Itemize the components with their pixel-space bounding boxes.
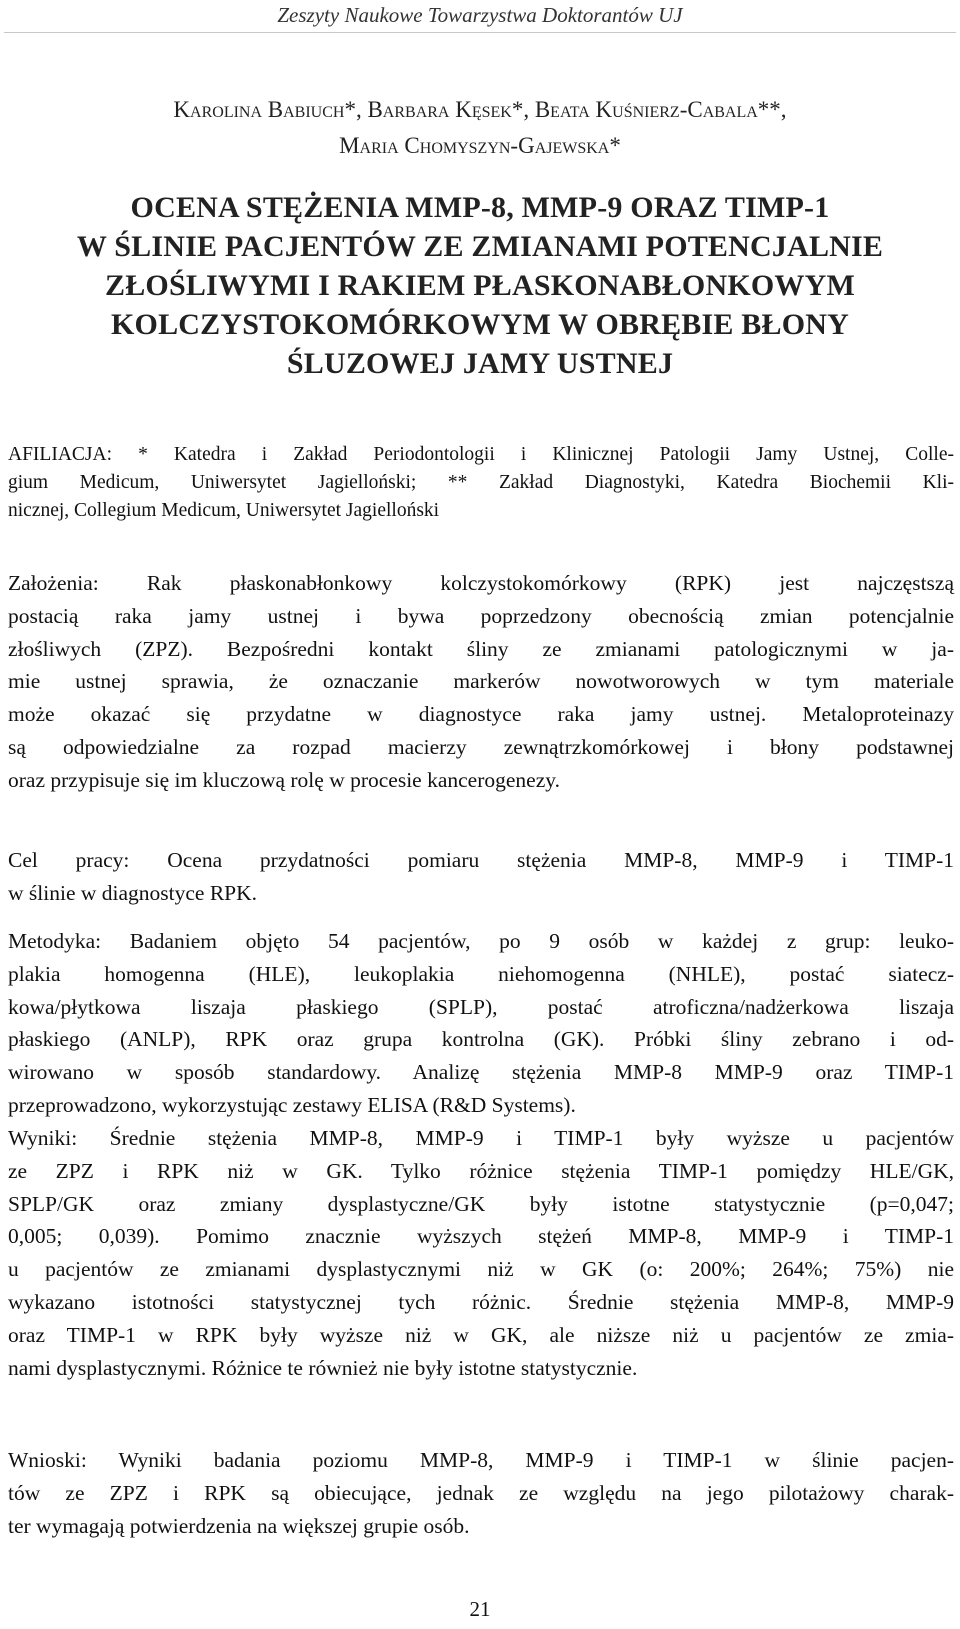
paragraph-line: Metodyka: Badaniem objęto 54 pacjentów, po 9 osób w każdej z grup: leuko- [8,929,954,953]
paragraph-line: 0,005; 0,039). Pomimo znacznie wyższych stężeń MMP-8, MMP-9 i TIMP-1 [8,1224,954,1249]
affiliation [8,441,954,525]
affiliation-line: gium Medicum, Uniwersytet Jagielloński; ** Zakład Diagnostyki, Katedra Biochemii Kli- [8,472,954,493]
paragraph-line: może okazać się przydatne w diagnostyce raka jamy ustnej. Metaloproteinazy [8,702,954,727]
section-wyniki [8,1122,954,1384]
section-cel [8,844,954,910]
running-header: Zeszyty Naukowe Towarzystwa Doktorantów UJ [277,3,683,27]
paragraph-line: w ślinie w diagnostyce RPK. [8,880,258,905]
paragraph-line: ter wymagają potwierdzenia na większej grupie osób. [8,1513,470,1538]
paragraph-line: kowa/płytkowa liszaja płaskiego (SPLP), postać atroficzna/nadżerkowa liszaja [8,994,954,1019]
paragraph-line: przeprowadzono, wykorzystując zestawy ELISA (R&D Systems). [8,1092,576,1117]
paragraph-line: wirowano w sposób standardowy. Analizę stężenia MMP-8 MMP-9 oraz TIMP-1 [8,1060,954,1085]
paragraph-line: plakia homogenna (HLE), leukoplakia niehomogenna (NHLE), postać siatecz- [8,961,954,986]
paragraph-line: u pacjentów ze zmianami dysplastycznymi niż w GK (o: 200%; 264%; 75%) nie [8,1257,954,1282]
paragraph-line: oraz przypisuje się im kluczową rolę w procesie kancerogenezy. [8,767,560,792]
paragraph-line: płaskiego (ANLP), RPK oraz grupa kontrolna (GK). Próbki śliny zebrano i od- [8,1027,954,1052]
section-wnioski [8,1444,954,1542]
paragraph-line: są odpowiedzialne za rozpad macierzy zewnątrzkomórkowej i błony podstawnej [8,734,954,759]
section-metodyka [8,925,954,1122]
paragraph-line: postacią raka jamy ustnej i bywa poprzedzony obecnością zmian potencjalnie [8,603,954,628]
paragraph-line: Wyniki: Średnie stężenia MMP-8, MMP-9 i TIMP-1 były wyższe u pacjentów [8,1126,954,1150]
paragraph-line: Założenia: Rak płaskonabłonkowy kolczystokomórkowy (RPK) jest najczęstszą [8,571,954,595]
paragraph-line: oraz TIMP-1 w RPK były wyższe niż w GK, ale niższe niż u pacjentów ze zmia- [8,1322,954,1347]
title-line: KOLCZYSTOKOMÓRKOWYM W OBRĘBIE BŁONY [111,308,849,341]
paragraph-line: mie ustnej sprawia, że oznaczanie markerów nowotworowych w tym materiale [8,669,954,694]
paragraph-line: ze ZPZ i RPK niż w GK. Tylko różnice stężenia TIMP-1 pomiędzy HLE/GK, [8,1158,954,1183]
section-zalozenia [8,567,954,797]
title-line: ZŁOŚLIWYMI I RAKIEM PŁASKONABŁONKOWYM [105,269,855,302]
paragraph-line: złośliwych (ZPZ). Bezpośredni kontakt śliny ze zmianami patologicznymi w ja- [8,636,954,661]
page-number: 21 [469,1597,491,1621]
title-line: W ŚLINIE PACJENTÓW ZE ZMIANAMI POTENCJALNIE [76,230,884,263]
author-line: Karolina Babiuch*, Barbara Kęsek*, Beata Kuśnierz-Cabala**, [173,97,787,122]
header-divider [4,32,956,33]
affiliation-line: nicznej, Collegium Medicum, Uniwersytet Jagielloński [8,500,440,521]
title-line: ŚLUZOWEJ JAMY USTNEJ [286,347,674,380]
paragraph-line: wykazano istotności statystycznej tych różnic. Średnie stężenia MMP-8, MMP-9 [8,1289,954,1314]
author-line: Maria Chomyszyn-Gajewska* [339,133,621,158]
affiliation-line: AFILIACJA: * Katedra i Zakład Periodontologii i Klinicznej Patologii Jamy Ustnej, Colle- [8,444,954,465]
title-line: OCENA STĘŻENIA MMP-8, MMP-9 ORAZ TIMP-1 [130,191,830,224]
paragraph-line: Wnioski: Wyniki badania poziomu MMP-8, MMP-9 i TIMP-1 w ślinie pacjen- [8,1448,954,1472]
article-title [0,188,960,383]
paragraph-line: SPLP/GK oraz zmiany dysplastyczne/GK były istotne statystycznie (p=0,047; [8,1191,954,1216]
paragraph-line: nami dysplastycznymi. Różnice te również nie były istotne statystycznie. [8,1355,638,1380]
author-list [0,92,960,164]
paragraph-line: tów ze ZPZ i RPK są obiecujące, jednak ze względu na jego pilotażowy charak- [8,1480,954,1505]
paragraph-line: Cel pracy: Ocena przydatności pomiaru stężenia MMP-8, MMP-9 i TIMP-1 [8,848,954,872]
